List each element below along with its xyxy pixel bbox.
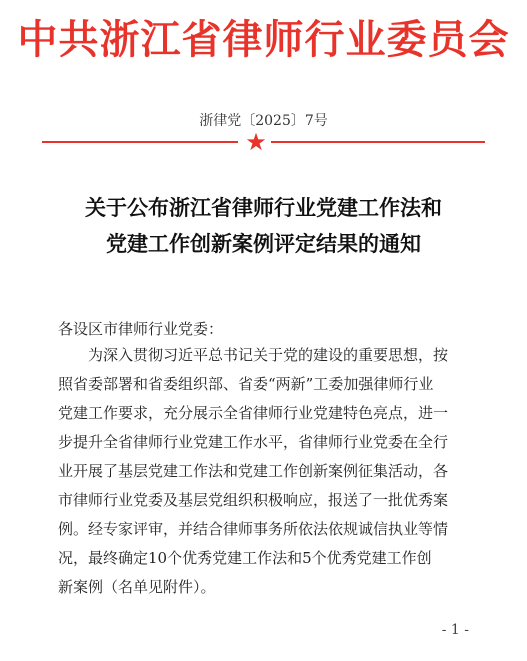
body-line: 市律师行业党委及基层党组织积极响应，报送了一批优秀案 (58, 491, 449, 509)
body-line: 党建工作要求，充分展示全省律师行业党建特色亮点，进一 (58, 404, 449, 422)
notice-title-line: 关于公布浙江省律师行业党建工作法和 (85, 195, 442, 220)
red-divider-right (271, 141, 485, 143)
body-line: 步提升全省律师行业党建工作水平，省律师行业党委在全行 (58, 433, 449, 451)
document-number: 浙律党〔2025〕7号 (199, 113, 328, 129)
notice-title (0, 190, 527, 262)
page-number: - 1 - (441, 622, 469, 638)
body-line: 为深入贯彻习近平总书记关于党的建设的重要思想，按 (88, 346, 449, 364)
notice-title-line: 党建工作创新案例评定结果的通知 (106, 231, 421, 256)
star-icon: ★ (245, 128, 267, 156)
body-line: 新案例（名单见附件）。 (58, 578, 216, 596)
notice-body (58, 341, 488, 602)
body-line: 况，最终确定10个优秀党建工作法和5个优秀党建工作创 (58, 549, 432, 567)
addressee: 各设区市律师行业党委： (58, 320, 224, 338)
body-line: 照省委部署和省委组织部、省委“两新”工委加强律师行业 (58, 375, 434, 393)
issuer-header-title: 中共浙江省律师行业委员会 (17, 17, 510, 63)
body-line: 业开展了基层党建工作法和党建工作创新案例征集活动，各 (58, 462, 449, 480)
body-line: 例。经专家评审，并结合律师事务所依法依规诚信执业等情 (58, 520, 449, 538)
red-divider-left (42, 141, 238, 143)
